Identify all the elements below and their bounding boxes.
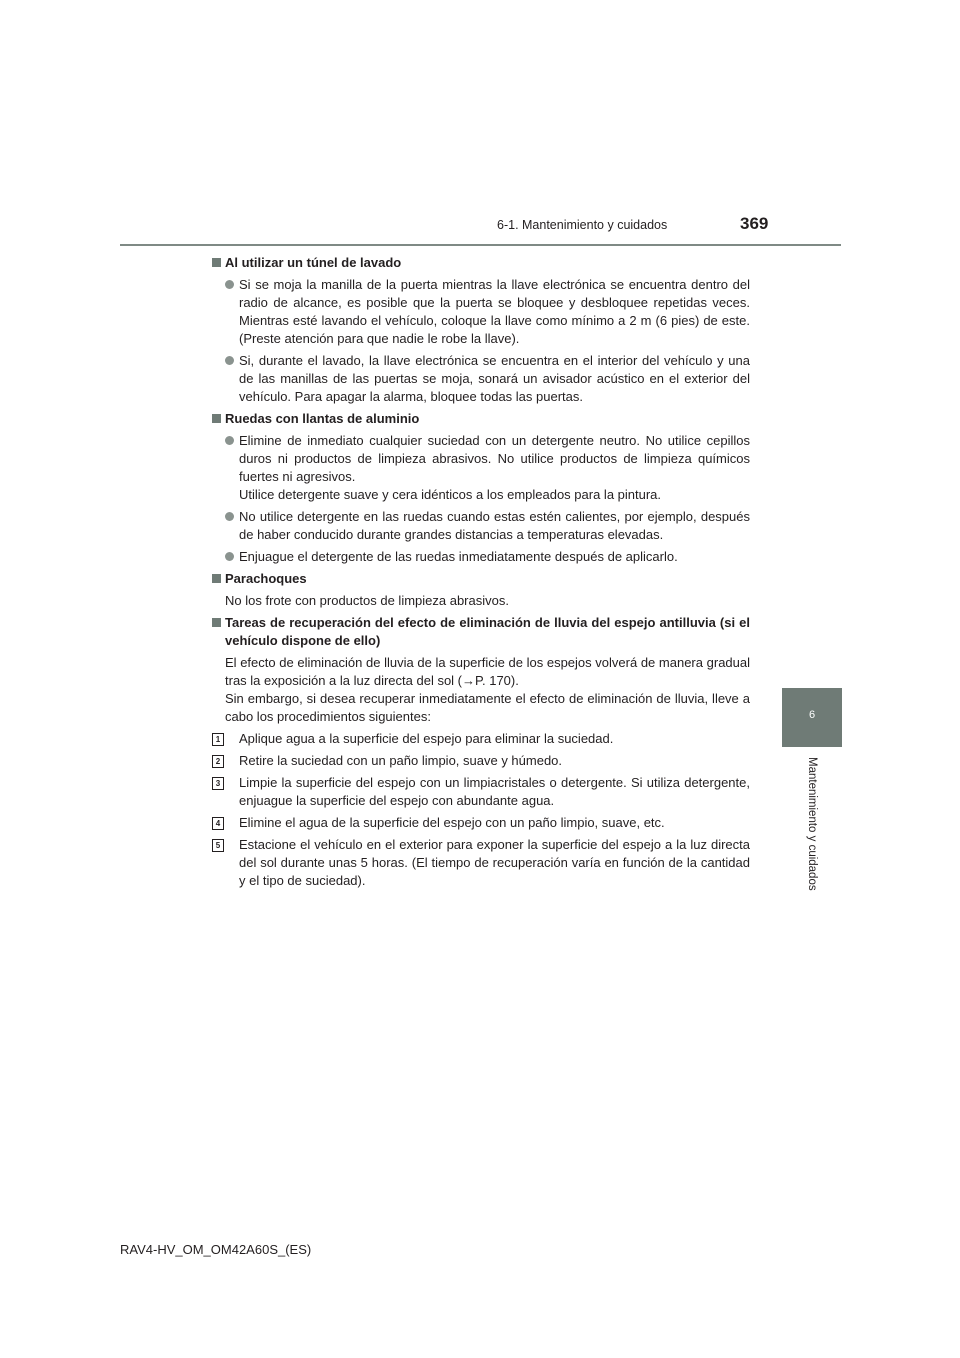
circle-bullet-icon: [225, 280, 234, 289]
list-item: Elimine de inmediato cualquier suciedad con un detergente neutro. No utilice cepillos duros ni productos de limpieza abrasivos. No utilice productos de limpieza químicos fuertes ni agresivos. Utilice detergente suave y cera idénticos a los empleados para la pintura.: [212, 432, 750, 504]
list-item: Si se moja la manilla de la puerta mientras la llave electrónica se encuentra dentro del radio de alcance, es posible que la puerta se bloquee y desbloquee repetidas veces. Mientras esté lavando el vehículo, coloque la llave como mínimo a 2 m (6 pies) de este. (Preste atención para que nadie le robe la llave).: [212, 276, 750, 348]
procedure-step: 2 Retire la suciedad con un paño limpio, suave y húmedo.: [212, 752, 750, 770]
circle-bullet-icon: [225, 512, 234, 521]
step-number: 2: [212, 755, 224, 768]
paragraph: El efecto de eliminación de lluvia de la superficie de los espejos volverá de manera gradual tras la exposición a la luz directa del sol (→P. 170). Sin embargo, si desea recuperar inmediatamente el efecto de eliminación de lluvia, lleve a cabo los procedimientos siguientes:: [225, 655, 750, 724]
square-bullet-icon: [212, 574, 221, 583]
procedure-step: 1 Aplique agua a la superficie del espejo para eliminar la suciedad.: [212, 730, 750, 748]
chapter-label: Mantenimiento y cuidados: [806, 757, 818, 891]
circle-bullet-icon: [225, 552, 234, 561]
step-number: 3: [212, 777, 224, 790]
procedure-step: 5 Estacione el vehículo en el exterior para exponer la superficie del espejo a la luz directa del sol durante unas 5 horas. (El tiempo de recuperación varía en función de la cantidad y el tipo de suciedad).: [212, 836, 750, 890]
square-bullet-icon: [212, 618, 221, 627]
chapter-number: 6: [808, 709, 816, 721]
square-bullet-icon: [212, 414, 221, 423]
step-number: 5: [212, 839, 224, 852]
section-heading: Tareas de recuperación del efecto de eliminación de lluvia del espejo antilluvia (si el vehículo dispone de ello): [212, 614, 750, 650]
chapter-tab: [782, 688, 842, 747]
page-content: [212, 254, 750, 894]
procedure-step: 4 Elimine el agua de la superficie del espejo con un paño limpio, suave, etc.: [212, 814, 750, 832]
circle-bullet-icon: [225, 436, 234, 445]
step-number: 4: [212, 817, 224, 830]
page-number: 369: [740, 214, 769, 233]
circle-bullet-icon: [225, 356, 234, 365]
procedure-step: 3 Limpie la superficie del espejo con un limpiacristales o detergente. Si utiliza detergente, enjuague la superficie del espejo con abundante agua.: [212, 774, 750, 810]
section-header: 6-1. Mantenimiento y cuidados: [497, 218, 668, 232]
paragraph: No los frote con productos de limpieza abrasivos.: [225, 593, 509, 608]
section-heading: Al utilizar un túnel de lavado: [212, 254, 750, 272]
square-bullet-icon: [212, 258, 221, 267]
document-code: RAV4-HV_OM_OM42A60S_(ES): [120, 1242, 312, 1257]
step-number: 1: [212, 733, 224, 746]
list-item: No utilice detergente en las ruedas cuando estas estén calientes, por ejemplo, después de haber conducido durante grandes distancias a temperaturas elevadas.: [212, 508, 750, 544]
header-divider: [120, 244, 841, 246]
section-heading: Parachoques: [212, 570, 750, 588]
list-item: Si, durante el lavado, la llave electrónica se encuentra en el interior del vehículo y una de las manillas de las puertas se moja, sonará un avisador acústico en el exterior del vehículo. Para apagar la alarma, bloquee todas las puertas.: [212, 352, 750, 406]
list-item: Enjuague el detergente de las ruedas inmediatamente después de aplicarlo.: [212, 548, 750, 566]
section-heading: Ruedas con llantas de aluminio: [212, 410, 750, 428]
